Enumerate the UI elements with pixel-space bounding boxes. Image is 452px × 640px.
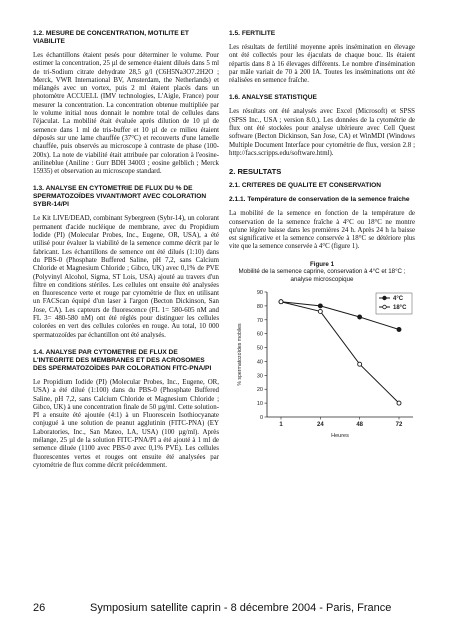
section-body-sybr: Le Kit LIVE/DEAD, combinant Sybergreen (Sybr-14), un colorant permanent d'acide nucléique de membrane, avec du Propidium Iodide (PI) (Molecular Probes, Inc., Eugene, OR, USA), a été utilisé pour évaluer la viabilité de la semence comme décrit par le fabricant. Les échantillons de semence ont été dilués (1:10) dans du PBS-0 (Phosphate Buffered Saline, pH 7,2, sans Calcium Chloride et Magnesium Chloride ; Gibco, UK) avec 0,1% de PVE (Polyvinyl Alcohol, Sigma, ST Lois, USA) ajouté au travers d'un filtre en conditions stériles. Les cellules ont ensuite été analysées en fluorescence verte et rouge par cytométrie de flux en utilisant un FACScan équipé d'un laser à l'argon (Becton Dickinson, San Jose, CA). Les capteurs de fluorescence (FL 1= 580-605 nM and FL 3= 480-580 nM) ont été réglés pour distinguer les cellules colorées en vert des cellules colorées en rouge. Au total, 10 000 spermatozoïdes par échantillon ont été analysés. (33, 215, 219, 339)
figure-title: Figure 1 (309, 260, 335, 268)
motility-line-chart (223, 286, 423, 441)
left-column (33, 30, 219, 479)
section-title-resultats: 2. RESULTATS (229, 167, 282, 177)
y-tick-label: 80 (256, 303, 263, 310)
section-title-temperature: 2.1.1. Température de conservation de la semence fraîche (229, 196, 410, 204)
legend-label: 4°C (393, 295, 404, 302)
x-tick-label: 48 (356, 421, 364, 428)
x-axis-label: Heures (331, 432, 349, 439)
section-title-fertilite: 1.5. FERTILITE (229, 30, 276, 37)
section-title-statistique: 1.6. ANALYSE STATISTIQUE (229, 94, 317, 102)
figure-caption: Mobilité de la semence caprine, conservation à 4°C et 18°C ; analyse microscopique (238, 268, 406, 283)
series-line-1 (281, 301, 399, 402)
series-point-1 (318, 309, 322, 313)
x-tick-label: 1 (279, 421, 283, 428)
section-body-concentration: Les échantillons étaient pesés pour déterminer le volume. Pour estimer la concentration, 25 µl de semence étaient dilués dans 5 ml de tri-Sodium citrate dehydrate 28,5 g/l (C6H5Na3O7.2H2O ; Merck, VWR International BV, Amsterdam, the Netherlands) et mélangés avec un vortex, puis 2 ml étaient placés dans un photomètre ACCUELL (IMV technologies, L'Aigle, France) pour mesurer la concentration. La concentration obtenue multipliée par le volume initial nous donnait le nombre total de cellules dans l'éjaculat. La mobilité était évaluée après dilution de 10 µl de semence dans 1 ml de tris-buffer et 10 µl de ce milieu étaient déposés sur une lame chauffée (37°C) et recouverts d'une lamelle chauffée, puis observés au microscope à contraste de phase (100-200x). La note de viabilité était attribuée par coloration à l'eosine-anilineblue (Aniline : Gurr BDH 34003 ; eosine gelblich ; Merck 15935) et observation au microscope standard. (33, 52, 219, 176)
series-point-0 (397, 327, 401, 331)
y-tick-label: 20 (256, 386, 263, 393)
page-number: 26 (33, 602, 46, 614)
series-point-1 (397, 401, 401, 405)
section-body-statistique: Les résultats ont été analysés avec Excel (Microsoft) et SPSS (SPSS Inc., USA ; version 8.0.). Les données de la cytométrie de flux ont été stockées pour analyse ultérieure avec Cell Quest software (Becton Dickinson, San Jose, CA) et WinMDI (Windows Multiple Document Interface pour cytométrie de flux, version 2.8 ; http://facs.scripps.edu/software.html). (229, 108, 415, 157)
footer-text: Symposium satellite caprin - 8 décembre 2004 - Paris, France (90, 602, 392, 614)
y-tick-label: 60 (256, 331, 263, 338)
y-tick-label: 0 (259, 414, 263, 421)
series-point-1 (279, 299, 283, 303)
right-column (229, 30, 415, 441)
y-axis-label: % spermatozoïdes mobiles (237, 322, 243, 386)
y-tick-label: 40 (256, 358, 263, 365)
series-point-1 (358, 362, 362, 366)
section-body-fertilite: Les résultats de fertilité moyenne après insémination en élevage ont été collectés pour les éjaculats de chaque bouc. Ils étaient répartis dans 8 à 16 élevages différents. Le nombre d'insémination par mâle variait de 70 à 200 IA. Toutes les inséminations ont été réalisées en semence fraîche. (229, 44, 415, 85)
y-tick-label: 70 (256, 317, 263, 324)
y-tick-label: 90 (256, 289, 263, 296)
section-title-fitc: 1.4. ANALYSE PAR CYTOMETRIE DE FLUX DE L'INTEGRITE DES MEMBRANES ET DES ACROSOMES DES SPERMATOZOÏDES PAR COLORATION FITC-PNA/PI (33, 348, 212, 372)
series-point-0 (318, 303, 322, 307)
legend-swatch-marker (383, 305, 387, 309)
section-title-sybr: 1.3. ANALYSE EN CYTOMETRIE DE FLUX DU % DE SPERMATOZOÏDES VIVANT/MORT AVEC COLORATION SYBR-14/PI (33, 185, 207, 209)
legend-label: 18°C (393, 304, 407, 311)
x-tick-label: 72 (395, 421, 403, 428)
y-tick-label: 50 (256, 345, 263, 352)
legend-swatch-marker (383, 296, 387, 300)
y-tick-label: 30 (256, 372, 263, 379)
section-body-temperature: La mobilité de la semence en fonction de la température de conservation de la semence fraîche à 4°C ou 18°C ne montre qu'une légère baisse dans les premières 24 h. Après 24 h la baisse est significative et la semence conservée à 18°C se détériore plus vite que la semence conservée à 4°C (figure 1). (229, 210, 415, 251)
section-title-concentration: 1.2. MESURE DE CONCENTRATION, MOTILITE ET VIABILITE (33, 30, 189, 45)
y-tick-label: 10 (256, 400, 263, 407)
series-point-0 (358, 315, 362, 319)
figure-chart (223, 286, 423, 441)
x-tick-label: 24 (316, 421, 324, 428)
page-footer (0, 598, 452, 618)
section-body-fitc: Le Propidium Iodide (PI) (Molecular Probes, Inc., Eugene, OR, USA) a été dilué (1:100) dans du PBS-0 (Phosphate Buffered Saline, pH 7,2, sans Calcium Chloride et Magnesium Chloride ; Gibco, UK) à une concentration finale de 50 µg/ml. Cette solution-PI a ensuite été ajoutée (4:1) à un Fluorescein Isothiocyanate conjugué à une solution de peanut agglutinin (FITC-PNA) (EY Laboratories, Inc., San Mateo, LA, USA) (100 µg/ml). Après mélange, 25 µl de la solution FITC-PNA/PI a été ajouté à 1 ml de semence diluée (1100 avec PBS-0 avec 0,1% PVE). Les cellules fluorescentes vertes et rouges ont ensuite été analysées par cytométrie de flux comme décrit précédemment. (33, 378, 219, 469)
section-title-criteres: 2.1. CRITERES DE QUALITE ET CONSERVATION (229, 182, 382, 190)
